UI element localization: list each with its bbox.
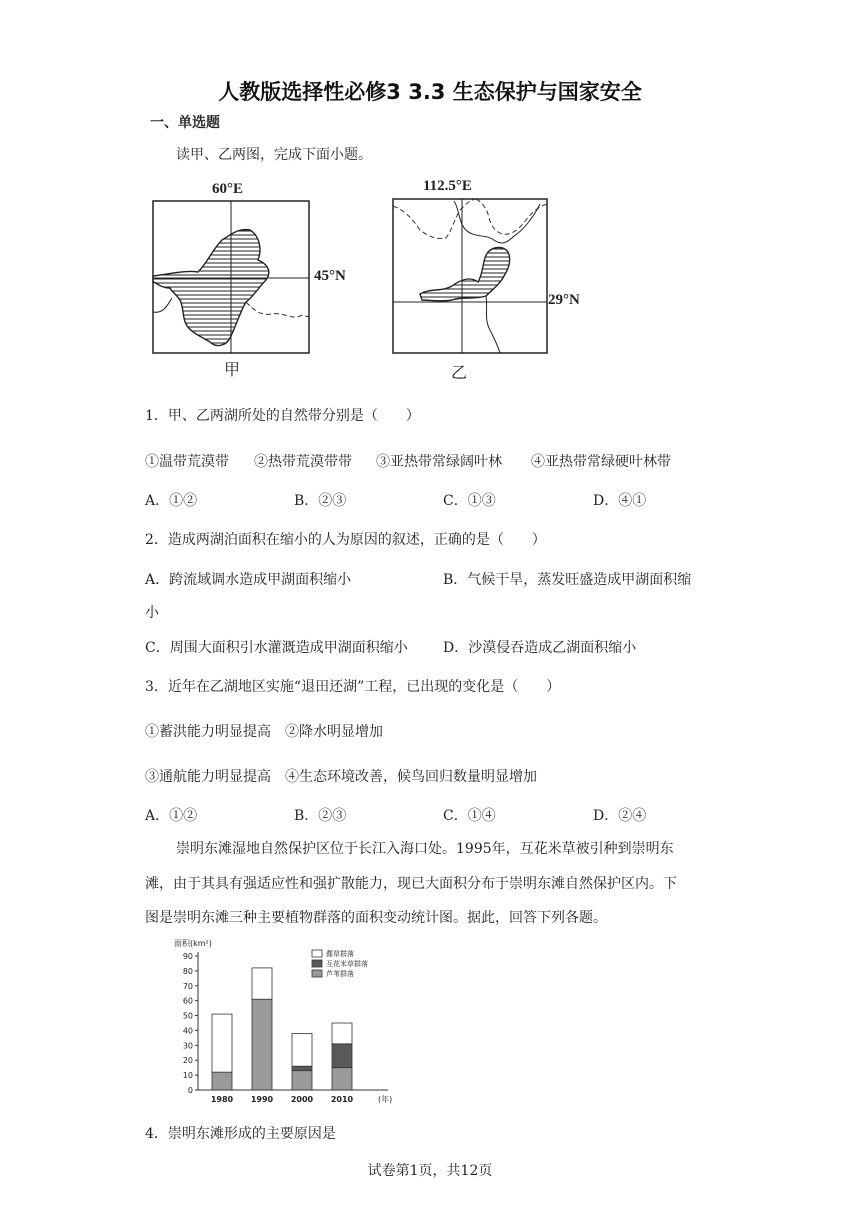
legend-swatch [312,970,322,977]
passage-line-2: 滩，由于其具有强适应性和强扩散能力，现已大面积分布于崇明东滩自然保护区内。下 [145,876,677,892]
map-yi-frame [393,199,547,353]
y-tick-label: 90 [182,952,193,961]
q3-option-d[interactable]: D．②④ [593,808,647,824]
y-tick-label: 10 [182,1071,193,1081]
q1-item-1: ①温带荒漠带 [145,454,229,470]
y-tick-label: 20 [182,1056,193,1066]
y-tick-label: 70 [182,981,193,991]
q3-option-c[interactable]: C．①④ [443,808,496,824]
bar-segment [292,1066,312,1070]
q2-option-c[interactable]: C．周围大面积引水灌溉造成甲湖面积缩小 [145,640,408,656]
y-tick-label: 0 [187,1086,193,1095]
passage-line-3: 图是崇明东滩三种主要植物群落的面积变动统计图。据此，回答下列各题。 [145,910,607,926]
bar-segment [332,1068,352,1090]
bar-segment [212,1014,232,1072]
q2-option-a[interactable]: A．跨流域调水造成甲湖面积缩小 [145,572,352,588]
map-yi-caption: 乙 [451,363,468,382]
q1-option-c[interactable]: C．①③ [443,493,496,509]
legend-swatch [312,960,322,967]
section-heading: 一、单选题 [150,115,220,131]
q3-option-a[interactable]: A．①② [145,808,198,824]
map-jia-latitude-label: 45°N [314,268,346,284]
x-tick-label: 2000 [290,1095,314,1104]
q3-option-b[interactable]: B．②③ [294,808,347,824]
q1-option-d[interactable]: D．④① [593,493,647,509]
page-title: 人教版选择性必修3 3.3 生态保护与国家安全 [218,80,642,104]
q1-option-a[interactable]: A．①② [145,493,198,509]
bar-segment [292,1071,312,1090]
vegetation-area-chart [172,934,404,1110]
legend-swatch [312,950,322,957]
bar-segment [332,1023,352,1044]
y-tick-label: 30 [182,1041,193,1051]
x-tick-label: 1990 [250,1095,274,1104]
q1-item-3: ③亚热带常绿阔叶林 [376,454,502,470]
legend-label: 藨草群落 [326,950,354,958]
q3-items-line-2: ③通航能力明显提高 ④生态环境改善，候鸟回归数量明显增加 [145,769,537,785]
y-tick-label: 40 [182,1026,193,1036]
q2-option-b[interactable]: B．气候干旱，蒸发旺盛造成甲湖面积缩 [443,572,692,588]
q2-option-d[interactable]: D．沙漠侵吞造成乙湖面积缩小 [443,640,637,656]
bar-segment [252,968,272,999]
y-tick-label: 80 [182,966,193,976]
passage-line-1: 崇明东滩湿地自然保护区位于长江入海口处。1995年，互花米草被引种到崇明东 [176,841,674,857]
map-yi [390,196,550,356]
q1-item-2: ②热带荒漠带带 [254,454,352,470]
y-tick-label: 60 [182,996,193,1006]
q2-stem: 2．造成两湖泊面积在缩小的人为原因的叙述，正确的是（ ） [145,532,546,548]
q4-stem: 4．崇明东滩形成的主要原因是 [145,1126,336,1142]
intro-text: 读甲、乙两图，完成下面小题。 [176,147,372,163]
map-yi-longitude-label: 112.5°E [423,178,472,194]
bar-segment [292,1033,312,1066]
x-tick-label: 2010 [330,1095,354,1104]
page-footer: 试卷第1页，共12页 [367,1163,493,1179]
q1-item-4: ④亚热带常绿硬叶林带 [531,454,671,470]
q3-stem: 3．近年在乙湖地区实施“退田还湖”工程，已出现的变化是（ ） [145,679,561,695]
bar-segment [332,1044,352,1068]
y-tick-label: 50 [182,1011,193,1021]
map-jia-caption: 甲 [224,360,241,379]
x-tick-label: 1980 [210,1095,234,1104]
chart-ylabel: 面积(km²) [174,939,212,948]
q1-stem: 1．甲、乙两湖所处的自然带分别是（ ） [145,408,420,424]
q3-items-line-1: ①蓄洪能力明显提高 ②降水明显增加 [145,724,383,740]
map-jia [150,198,312,356]
bar-segment [212,1072,232,1090]
map-jia-longitude-label: 60°E [212,181,244,197]
map-yi-latitude-label: 29°N [548,292,580,308]
legend-label: 互花米草群落 [326,960,368,968]
bar-segment [252,999,272,1090]
legend-label: 芦苇群落 [326,970,354,978]
q2-option-b-continued: 小 [145,605,159,621]
x-unit-label: (年) [378,1095,393,1104]
q1-option-b[interactable]: B．②③ [294,493,347,509]
